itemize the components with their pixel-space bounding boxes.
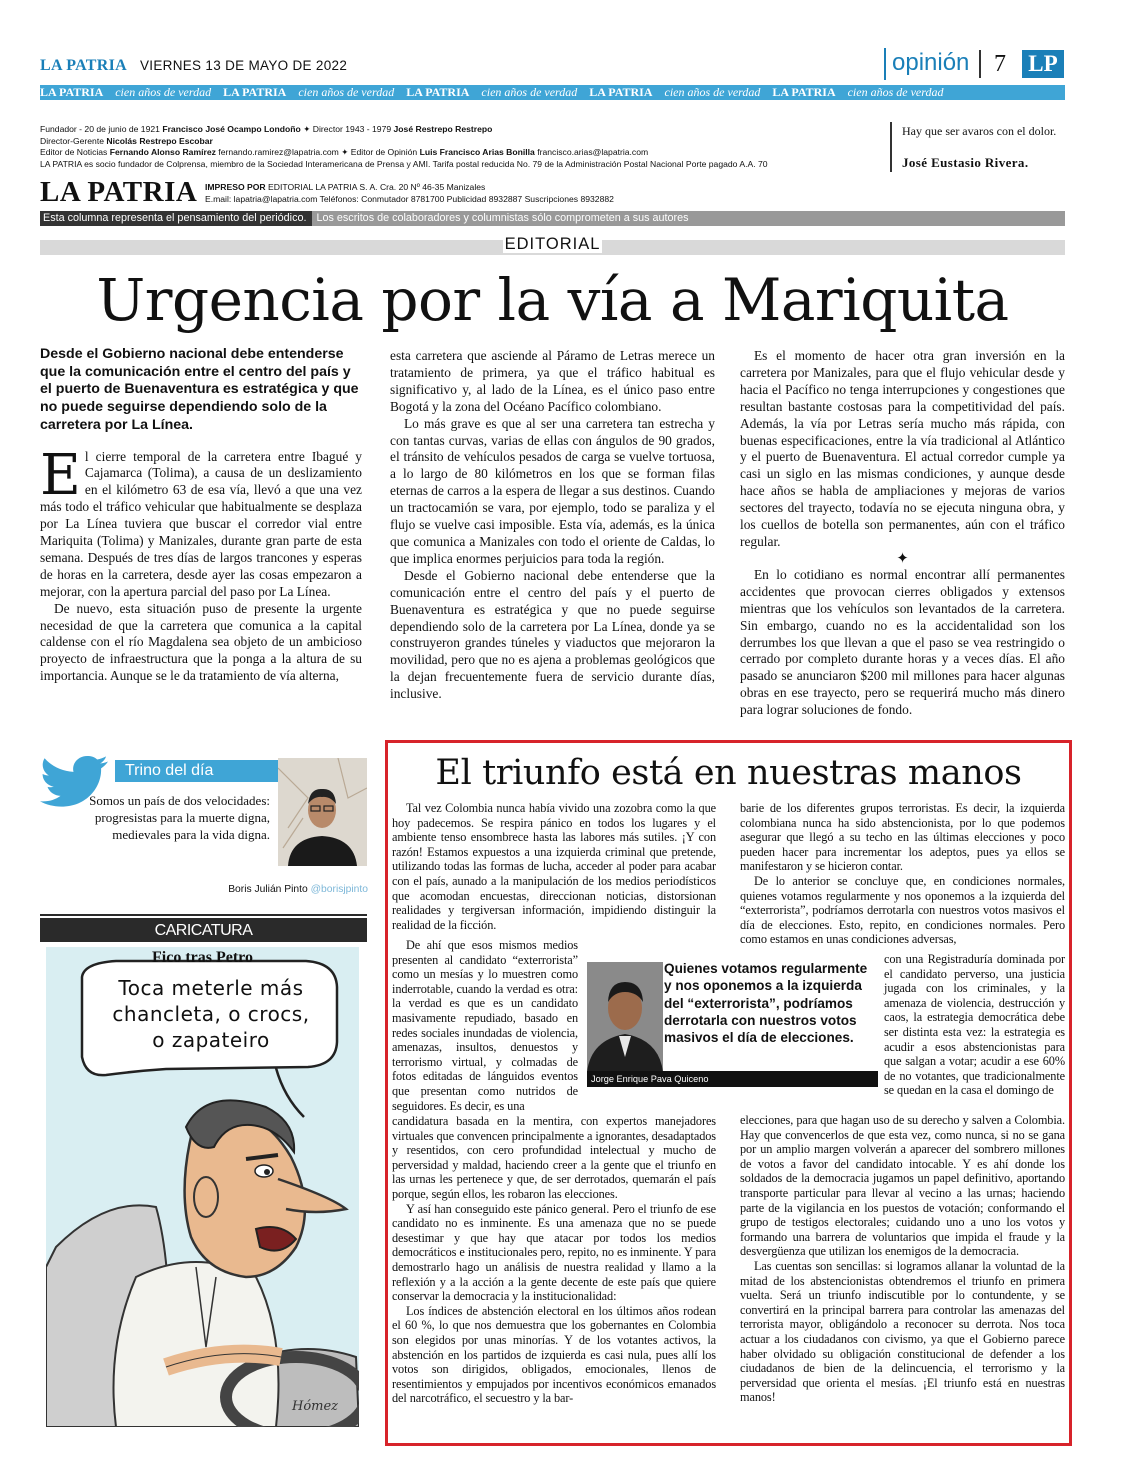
column-right-bottom bbox=[740, 1113, 1065, 1405]
credits-line: Editor de Noticias Fernando Alonso Ramírez fernando.ramirez@lapatria.com ✦ Editor de Opinión Luis Francisco Arias Bonilla francisco.arias@lapatria.com bbox=[40, 147, 649, 158]
slogan-text: cien años de verdad bbox=[664, 85, 761, 99]
editorial-lead: Desde el Gobierno nacional debe entenderse que la comunicación entre el centro del país y el puerto de Buenaventura es estratégica y que no puede seguirse dependiendo solo de la carretera por La Línea. bbox=[40, 346, 359, 433]
paragraph: Tal vez Colombia nunca había vivido una zozobra como la que hoy padecemos. Se respira pánico en todos los lugares y el ambiente tenso ensombrece hasta las labores más sutiles. ¡Y con razón! Estamos expuestos a una izquierda criminal que pretende, utilizando todas las formas de lucha, acceder al poder para acabar con el país, aunado a la manipulación de los medios periodísticos que acomodan encuestas, direccionan noticias, distorsionan realidades y tergiversan información, impidiendo distinguir la realidad de la ficción. bbox=[392, 801, 716, 932]
caricature-illustration bbox=[46, 947, 359, 1427]
header-divider bbox=[979, 50, 981, 78]
trino-author: Boris Julián Pinto @borisjpinto bbox=[228, 884, 368, 895]
caricature-title: Fico tras Petro bbox=[152, 949, 253, 966]
issue-date: VIERNES 13 DE MAYO DE 2022 bbox=[140, 58, 348, 73]
masthead-credits bbox=[40, 124, 870, 170]
cartoonist-signature: Hómez bbox=[292, 1399, 339, 1414]
twitter-handle[interactable]: @borisjpinto bbox=[310, 884, 368, 895]
quote-divider bbox=[890, 122, 892, 172]
trino-text: Somos un país de dos velocidades: progresistas para la muerte digna, medievales para la vida digna. bbox=[89, 793, 270, 842]
pull-quote: Quienes votamos regularmente y nos oponemos a la izquierda del “exterrorista”, podríamos derrotarla con nuestros votos masivos el día de elecciones. bbox=[664, 961, 868, 1046]
daily-quote: Hay que ser avaros con el dolor. bbox=[902, 124, 1057, 138]
credits-line: Fundador - 20 de junio de 1921 Francisco José Ocampo Londoño ✦ Director 1943 - 1979 José Restrepo Restrepo bbox=[40, 124, 493, 134]
paragraph: Es el momento de hacer otra gran inversión en la carretera por Manizales, para que el flujo vehicular desde y hacia el Pacífico no tenga interrupciones y congestiones que resultan bastante costosas para la competitividad del país. Además, la vía por Letras sería mucho más rápida, con buenas especificaciones, entre la vía tradicional al Atlántico y el puerto de Buenaventura. El actual corredor cumple ya casi un siglo en las mismas condiciones, y aunque desde hace años se habla de ampliaciones y mejoras de varios sectores del trayecto, todavía no se ejecuta ninguna obra, y los cuellos de botella son permanentes, aún con el tráfico regular. bbox=[740, 348, 1065, 549]
slogan-text: cien años de verdad bbox=[847, 85, 944, 99]
editorial-column-2 bbox=[390, 348, 715, 703]
column-right-narrow bbox=[884, 952, 1065, 1098]
credits-line: LA PATRIA es socio fundador de Colprensa, miembro de la Sociedad Interamericana de Prensa y AMI. Tarifa postal reducida No. 79 de la Administración Postal Nacional Porte pagado A.A. 70 bbox=[40, 158, 768, 169]
credits-line: Director-Gerente Nicolás Restrepo Escobar bbox=[40, 135, 213, 146]
slogan-text: cien años de verdad bbox=[298, 85, 395, 99]
paragraph: De nuevo, esta situación puso de presente la urgente necesidad de que la carretera que comunica a la capital caldense con el río Magdalena sea objeto de un ambicioso proyecto de infraestructura que la ponga a la altura de su importancia. Aunque se le da tratamiento de vía alterna, bbox=[40, 600, 362, 684]
author-photo bbox=[587, 962, 663, 1072]
editorial-label: EDITORIAL bbox=[504, 235, 601, 253]
paragraph: Los índices de abstención electoral en los últimos años rodean el 60 %, lo que nos demuestra que los gobernantes en Colombia son elegidos por unas minorías. Y de los votantes activos, la abstención en los partidos de izquierda es casi nula, pues allí los votos son dirigidos, obligados, emocionales, llenos de resentimientos y empujados por incentivos económicos emanados del narcotráfico, el secuestro y la bar- bbox=[392, 1303, 716, 1406]
paragraph: barie de los diferentes grupos terroristas. Es decir, la izquierda colombiana nunca ha sido abstencionista, por lo que podemos asegurar que llegó a su techo en las últimas elecciones y poco pueden hacer para incrementar los adeptos, pues ya ellos se manifestaron y se hicieron contar. bbox=[740, 801, 1065, 874]
paragraph: esta carretera que asciende al Páramo de Letras merece un tratamiento de primera, ya que el tráfico habitual es significativo y, al lado de la Línea, es el único paso entre Bogotá y la zona del Océano Pacífico colombiano. bbox=[390, 348, 715, 414]
paragraph: Y así han conseguido este pánico general. Pero el triunfo de ese candidato no es inminente. Es una amenaza que no se puede desestimar y que hay que atacar por todos los medios democráticos e institucionales pero, repito, no es inminente. Y para demostrarlo hago un análisis de nuestra realidad y llamo a la reflexión y a la acción a la gente decente de este país que quiere conservar la democracia y la institucionalidad: bbox=[392, 1201, 716, 1304]
editorial-column-1 bbox=[40, 346, 362, 685]
section-name: opinión bbox=[884, 48, 969, 80]
paragraph: El cierre temporal de la carretera entre Ibagué y Cajamarca (Tolima), a causa de un deslizamiento en el kilómetro 63 de esa vía, llevó a que una vez más todo el tráfico vehicular que habitualmente se desplaza por La Línea tuviera que buscar el corredor vial entre Mariquita (Tolima) y Manizales, durante gran parte de esta semana. Después de tres días de largos trancones y esperas de horas en la carretera, desde ayer las cosas empezaron a mejorar, con la apertura parcial del paso por La Línea. bbox=[40, 442, 362, 599]
slogan-brand: LA PATRIA bbox=[223, 85, 287, 99]
slogan-brand: LA PATRIA bbox=[406, 85, 470, 99]
imprint-info: IMPRESO POR EDITORIAL LA PATRIA S. A. Cra. 20 Nº 46-35 Manizales E.mail: lapatria@lapatria.com Teléfonos: Conmutador 8781700 Publicidad 8932887 Suscripciones 8932882 bbox=[205, 182, 614, 204]
slogan-brand: LA PATRIA bbox=[772, 85, 836, 99]
paragraph: De lo anterior se concluye que, en condiciones normales, quienes votamos regularmente y nos oponemos a la izquierda del “exterrorista”, podríamos derrotarla con nuestros votos masivos el día de elecciones. Esto, repito, en condiciones normales. Pero como estamos en unas condiciones adversas, bbox=[740, 873, 1065, 947]
lp-logo: LP bbox=[1022, 50, 1064, 78]
editorial-headline: Urgencia por la vía a Mariquita bbox=[96, 266, 1009, 334]
paragraph: Lo más grave es que al ser una carretera tan estrecha y con tantas curvas, varias de ellas con ángulos de 90 grados, el tránsito de vehículos pesados de carga se vuelve tortuosa, a lo largo de 80 kilómetros en los que se forman filas eternas de carros a la espera de llegar a sus destinos. Cuando un tractocamión se vara, por ejemplo, todo se paraliza y el flujo se vuelve casi imposible. Esta vía, además, es la única que comunica a Manizales con todo el oriente de Caldas, lo que implica enormes perjuicios para toda la región. bbox=[390, 415, 715, 566]
paragraph: con una Registraduría dominada por el candidato perverso, una justicia jugada con los criminales, y la amenaza de violencia, destrucción y caos, la estrategia democrática debe ser distinta esta vez: la estrategia es acudir a esos abstencionistas para que salgan a votar; acudir a ese 60% de no votantes, que tradicionalmente se quedan en la casa el domingo de bbox=[884, 952, 1065, 1098]
slogan-brand: LA PATRIA bbox=[40, 85, 104, 99]
author-caption: Jorge Enrique Pava Quiceno bbox=[587, 1071, 878, 1087]
column-left-narrow bbox=[392, 938, 578, 1113]
notice-right: Los escritos de colaboradores y columnistas sólo comprometen a sus autores bbox=[312, 211, 1065, 226]
caricatura-label: CARICATURA bbox=[40, 918, 367, 942]
column-right-top bbox=[740, 801, 1065, 947]
slogan-brand: LA PATRIA bbox=[589, 85, 653, 99]
slogan-text: cien años de verdad bbox=[481, 85, 578, 99]
paragraph: candidatura basada en la mentira, con expertos manejadores virtuales que convencen principalmente a ignorantes, desadaptados y resentidos, con cero profundidad intelectual y mucho de perversidad y maldad, haciendo creer a la gente que el triunfo en las urnas les pertenece y que, de ser derrotados, quemarán el país porque, según ellos, les robaron las elecciones. bbox=[392, 1114, 716, 1201]
paragraph: De ahí que esos mismos medios presenten al candidato “exterrorista” como un mesías y lo muestren como inderrotable, cuando la verdad es otra: la verdad es que es un candidato masivamente repudiado, basado en redes sociales inundadas de violencia, amenazas, insultos, denuestos y terrorismo virtual, y colmadas de fotos editadas de lánguidos eventos que presentan como nutridos de seguidores. Es decir, es una bbox=[392, 938, 578, 1113]
trino-author-photo bbox=[278, 758, 367, 866]
slogan-text: cien años de verdad bbox=[115, 85, 212, 99]
column-headline: El triunfo está en nuestras manos bbox=[435, 753, 1022, 793]
slogan-band bbox=[40, 85, 1065, 100]
caricatura-rule bbox=[40, 914, 367, 916]
newspaper-logo: LA PATRIA bbox=[40, 176, 198, 208]
diamond-separator-icon: ✦ bbox=[896, 550, 909, 567]
paragraph: Las cuentas son sencillas: si logramos allanar la voluntad de la mitad de los abstencionistas obtendremos el triunfo en primera vuelta. Será un triunfo indiscutible por lo contundente, y se convertirá en la principal barrera para controlar las amenazas del terrorista mayor, obligándolo a reconocer su derrota. Nos toca actuar a los ciudadanos con civismo, ya que el Gobierno parece haber olvidado su obligación constitucional de defender a los ciudadanos de bien de la delincuencia, el terrorismo y la perversidad que orienta el mesías. ¡El triunfo está en nuestras manos! bbox=[740, 1258, 1065, 1405]
speech-bubble: Toca meterle más chancleta, o crocs, o zapateiro bbox=[112, 976, 310, 1052]
notice-band bbox=[40, 211, 1065, 226]
paragraph: elecciones, para que hagan uso de su derecho y salven a Colombia. Hay que convencerlos de que esta vez, como nunca, si no se gana por un amplio margen volverán a aparecer del sombrero millones de votos a favor del candidato intocable. Y es ahí donde los soldados de la democracia jugamos un papel definitivo, aportando transporte particular para llevar al vecino a las urnas; haciendo parte de la vigilancia en los puestos de votación; conformando el grupo de testigos electorales; cuidando uno a uno los votos y formando una barrera de voluntarios que impida el fraude y la desvergüenza que utilizan los enemigos de la democracia. bbox=[740, 1113, 1065, 1259]
paragraph: En lo cotidiano es normal encontrar allí permanentes accidentes que provocan cierres obligados y extensos mientras que los vehículos son levantados de la carretera. Sin embargo, cuando no es la accidentalidad son los derrumbes los que llevan a que el paso se vea restringido o cerrado por completo durante horas y a veces días. El año pasado se anunciaron $200 mil millones para hacer algunas obras en ese trayecto, pero se requerirá mucho más dinero para lograr soluciones de fondo. bbox=[740, 566, 1065, 718]
column-left-bottom bbox=[392, 1114, 716, 1406]
trino-title: Trino del día bbox=[115, 760, 278, 782]
paragraph: Desde el Gobierno nacional debe entenderse que la comunicación entre el centro del país y el puerto de Buenaventura es estratégica y que no puede seguirse dependiendo solo de la carretera por La Línea, donde ya se construyeron grandes túneles y viaductos que mejoraron la movilidad, pero que no es ajena a problemas geológicos que la dejan frecuentemente fuera de servicio durante días, inclusive. bbox=[390, 567, 715, 702]
drop-cap: E bbox=[40, 442, 81, 508]
notice-left: Esta columna representa el pensamiento del periódico. bbox=[40, 211, 312, 226]
column-left-top bbox=[392, 801, 716, 932]
brand-name: LA PATRIA bbox=[40, 57, 128, 74]
page-number: 7 bbox=[994, 51, 1006, 77]
editorial-column-3 bbox=[740, 348, 1065, 719]
quote-author: José Eustasio Rivera. bbox=[902, 155, 1029, 170]
